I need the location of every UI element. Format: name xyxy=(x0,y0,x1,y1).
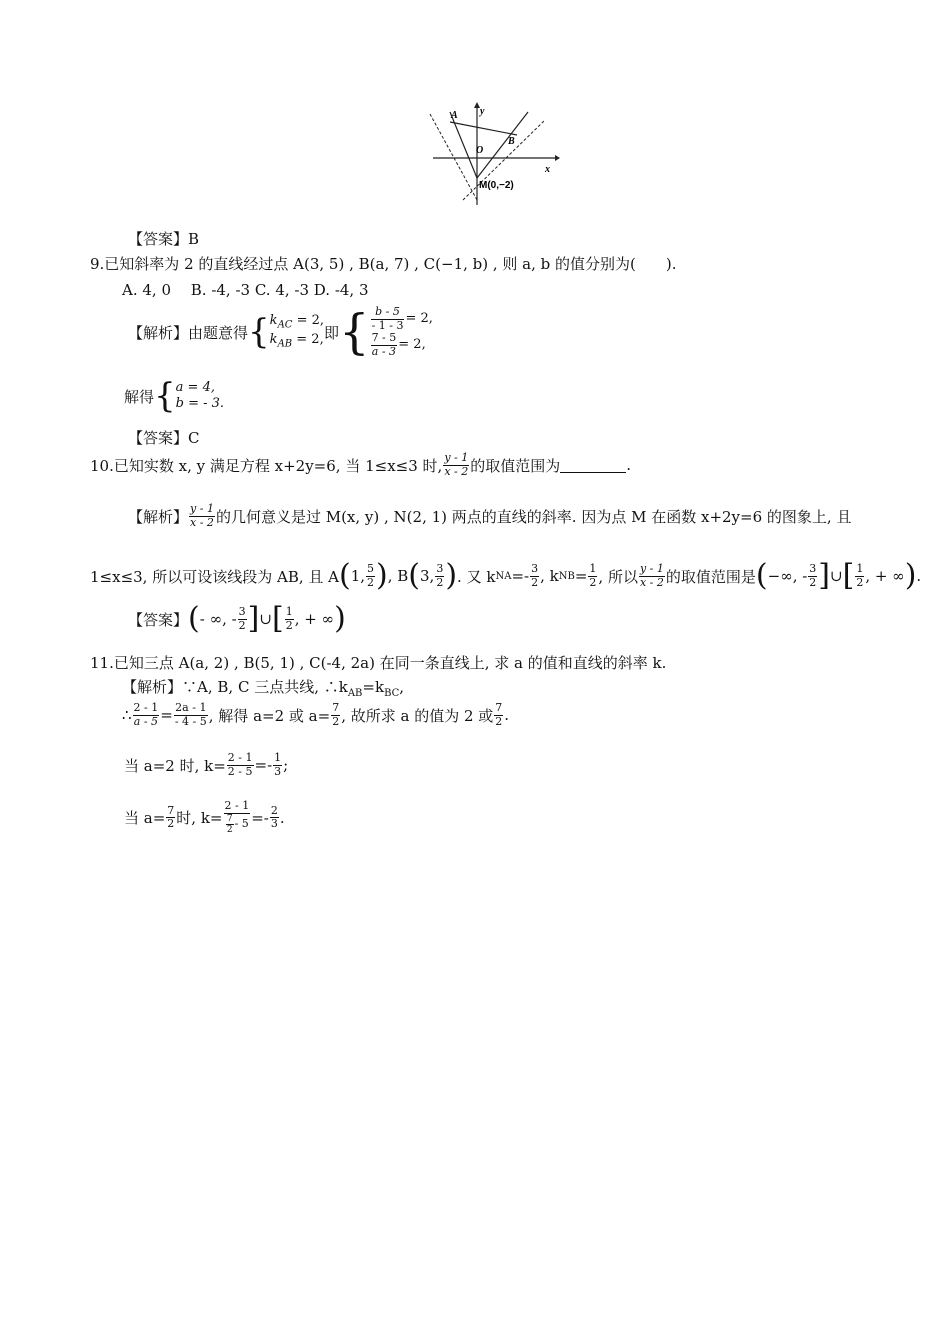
answer-value: C xyxy=(188,429,200,447)
sys-row-2: $k_{AB} = 2$, xyxy=(269,332,324,350)
sol-b: b = - 3. xyxy=(175,396,225,412)
answer-tag: 【答案】 xyxy=(128,230,189,248)
q9-analysis xyxy=(128,306,433,359)
q9-options: A. 4, 0 B. -4, -3 C. 4, -3 D. -4, 3 xyxy=(122,281,369,299)
segment-ab xyxy=(450,122,517,135)
q10-analysis-line2: 1≤x≤3, 所以可设该线段为 AB, 且 A ( 1, $\frac{5}{2}$ ) , B ( 3, $\frac{3}{2}$ ) . 又 k NA =- $\frac{3}{2}$ , k NB = $\frac{1}{2}$ , 所以 $\frac{y - 1}{x - 2}$ 的取值范围是 ( −∞, - $\frac{3}{2}$ ] ∪ [ $\frac{1}{2}$ , + ∞ ) . xyxy=(90,558,922,594)
slope-fraction: $\frac{y - 1}{x - 2}$ xyxy=(190,502,214,529)
mid-text: 即 xyxy=(324,323,340,342)
sol-a: a = 4, xyxy=(175,380,215,395)
solution-stack xyxy=(176,380,224,413)
q10-stem: 10.已知实数 x, y 满足方程 x+2y=6, 当 1≤x≤3 时, $\frac{y - 1}{x - 2}$ 的取值范围为 . xyxy=(90,451,632,478)
solve-lead: 解得 xyxy=(124,387,155,406)
label-o: O xyxy=(476,145,484,156)
q11-stem: 11.已知三点 A(a, 2) , B(5, 1) , C(-4, 2a) 在同一条直线上, 求 a 的值和直线的斜率 k. xyxy=(90,654,667,672)
label-a: A xyxy=(451,110,458,121)
system-2 xyxy=(370,306,433,359)
label-x: x xyxy=(545,164,550,175)
q9-answer: 【答案】C xyxy=(128,429,200,447)
sol-brace: { xyxy=(154,376,176,417)
label-m: M(0,−2) xyxy=(479,180,514,191)
stem-fraction: $\frac{y - 1}{x - 2}$ xyxy=(444,451,469,478)
line-ma xyxy=(450,112,477,178)
sys2-row-2: $\frac{7 - 5}{a - 3}$ = 2, xyxy=(371,331,426,358)
q9-solution xyxy=(124,376,225,417)
q11-case2: 当 a= $\frac{7}{2}$ 时, k= 2 - 1 $\frac{7}{2}$ - 5 =- $\frac{2}{3}$ . xyxy=(124,799,285,835)
sys-row-1: $k_{AC} = 2$, xyxy=(269,313,324,331)
answer-value: B xyxy=(188,230,200,248)
sys2-row-1: $\frac{b - 5}{- 1 - 3}$ = 2, xyxy=(371,305,433,332)
q10-analysis-line1: 【解析】 $\frac{y - 1}{x - 2}$ 的几何意义是过 M(x, y) , N(2, 1) 两点的直线的斜率. 因为点 M 在函数 x+2y=6 的图象上, 且 xyxy=(128,502,852,529)
line-mb xyxy=(477,112,528,178)
q8-answer xyxy=(128,228,199,249)
q10-answer: 【答案】 ( - ∞, - $\frac{3}{2}$ ] ∪ [ $\frac{1}{2}$ , + ∞ ) xyxy=(128,601,346,637)
q11-case1: 当 a=2 时, k= $\frac{2 - 1}{2 - 5}$ =- $\frac{1}{3}$ ; xyxy=(124,751,289,778)
x-axis-arrow xyxy=(555,155,560,161)
answer-blank xyxy=(560,458,626,473)
left-brace: { xyxy=(248,312,270,353)
dashed-line-left xyxy=(430,114,477,200)
q11-analysis-line2: ∴ $\frac{2 - 1}{a - 5}$ = $\frac{2a - 1}{- 4 - 5}$ , 解得 a=2 或 a= $\frac{7}{2}$ , 故所求 a 的值为 2 或 $\frac{7}{2}$ . xyxy=(122,701,510,728)
system-1 xyxy=(270,313,324,351)
q11-analysis-line1: 【解析】∵A, B, C 三点共线, $\therefore k_{AB}=k_{BC}$, xyxy=(122,678,405,699)
coordinate-figure xyxy=(425,100,560,210)
label-b: B xyxy=(508,136,515,147)
label-y: y xyxy=(480,106,485,117)
left-brace-2: { xyxy=(339,304,370,361)
analysis-lead: 由题意得 xyxy=(188,323,249,342)
analysis-tag: 【解析】 xyxy=(128,323,189,342)
q9-stem: 9.已知斜率为 2 的直线经过点 A(3, 5) , B(a, 7) , C(−1, b) , 则 a, b 的值分别为( ). xyxy=(90,255,677,273)
